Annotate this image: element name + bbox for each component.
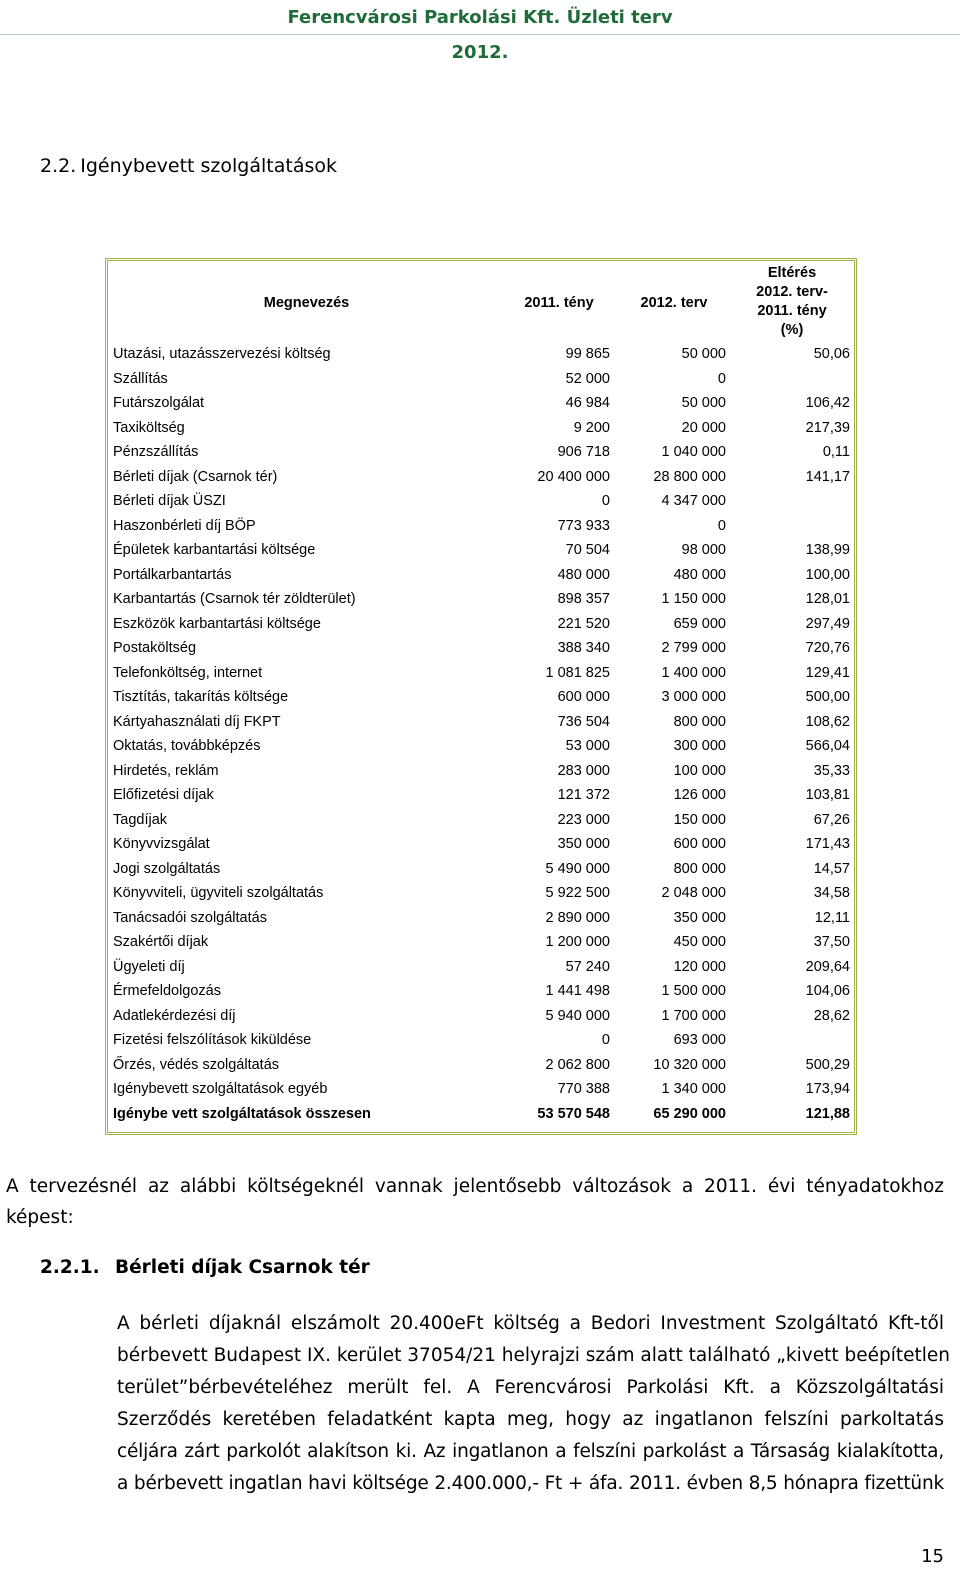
row-2011-value: 773 933	[557, 517, 610, 534]
row-difference	[732, 367, 852, 392]
row-difference	[732, 1028, 852, 1053]
row-2012-value: 1 150 000	[661, 591, 726, 607]
row-2011-value: 1 081 825	[545, 664, 610, 681]
row-2012-value: 3 000 000	[661, 689, 726, 705]
row-difference: 37,50	[813, 934, 850, 950]
section-title: Igénybevett szolgáltatások	[80, 155, 337, 177]
table-row	[111, 955, 852, 980]
table-row	[111, 734, 852, 759]
table-row	[111, 783, 852, 808]
table-row	[111, 612, 852, 637]
row-difference: 14,57	[813, 860, 850, 877]
row-2011-value: 1 441 498	[545, 983, 610, 999]
row-name: Bérleti díjak (Csarnok tér)	[113, 468, 278, 485]
table-row	[111, 391, 852, 416]
row-difference	[732, 514, 852, 539]
row-2011-value: 906 718	[557, 444, 610, 460]
table-row	[111, 1053, 852, 1078]
row-difference: 141,17	[805, 468, 850, 485]
row-2011-value: 770 388	[557, 1081, 610, 1097]
row-2012-value: 1 700 000	[661, 1007, 726, 1024]
row-name: Hirdetés, reklám	[113, 762, 219, 779]
row-name: Szállítás	[113, 370, 168, 387]
row-difference: 121,88	[805, 1105, 850, 1122]
row-name: Épületek karbantartási költsége	[113, 542, 316, 558]
row-name: Futárszolgálat	[113, 395, 205, 411]
row-name: Bérleti díjak ÜSZI	[113, 493, 226, 509]
subsection-number: 2.2.1.	[40, 1257, 100, 1278]
row-2012-value: 2 799 000	[661, 640, 726, 656]
row-2012-value: 1 500 000	[661, 983, 726, 999]
row-2011-value: 5 940 000	[545, 1007, 610, 1024]
table-row	[111, 930, 852, 955]
table-row	[111, 1004, 852, 1029]
header-2011: 2011. tény	[524, 294, 594, 311]
row-difference: 138,99	[805, 542, 850, 558]
row-2011-value: 2 890 000	[545, 909, 610, 926]
row-2011-value: 9 200	[573, 419, 610, 436]
row-2012-value: 693 000	[673, 1032, 726, 1048]
row-difference: 35,33	[813, 762, 850, 779]
row-2011-value: 1 200 000	[545, 934, 610, 950]
table-row	[111, 514, 852, 539]
row-name: Haszonbérleti díj BÖP	[113, 517, 256, 534]
table-row	[111, 710, 852, 735]
table-total-row	[111, 1102, 852, 1127]
row-difference	[732, 489, 852, 514]
table-row	[111, 881, 852, 906]
row-2012-value: 28 800 000	[653, 468, 726, 485]
row-2011-value: 70 504	[565, 542, 610, 558]
row-name: Tanácsadói szolgáltatás	[113, 909, 267, 926]
row-difference: 566,04	[805, 738, 850, 754]
section-heading	[40, 155, 337, 177]
header-diff-line: 2012. terv-	[756, 284, 828, 300]
row-name: Érmefeldolgozás	[113, 983, 221, 999]
row-2011-value: 5 922 500	[545, 885, 610, 901]
row-name: Előfizetési díjak	[113, 787, 214, 803]
row-2011-value: 5 490 000	[545, 860, 610, 877]
row-name: Pénzszállítás	[113, 444, 199, 460]
row-difference: 500,29	[805, 1056, 850, 1073]
row-name: Telefonköltség, internet	[113, 664, 263, 681]
row-difference: 106,42	[805, 395, 850, 411]
row-2012-value: 480 000	[673, 566, 726, 583]
row-2012-value: 350 000	[673, 909, 726, 926]
row-2011-value: 480 000	[557, 566, 610, 583]
intro-line: A tervezésnél az alábbi költségeknél vannak jelentősebb változások a 2011. évi tényadatokhoz	[6, 1176, 944, 1197]
row-difference: 129,41	[805, 664, 850, 681]
row-name: Könyvvizsgálat	[113, 836, 210, 852]
row-name: Portálkarbantartás	[113, 566, 232, 583]
table-row	[111, 661, 852, 686]
row-2011-value: 736 504	[557, 713, 610, 730]
row-2011-value: 223 000	[557, 811, 610, 828]
table-row	[111, 759, 852, 784]
row-difference: 500,00	[805, 689, 850, 705]
table-row	[111, 857, 852, 882]
row-2012-value: 50 000	[681, 395, 726, 411]
header-diff-line: (%)	[780, 322, 804, 338]
body-line: A bérleti díjaknál elszámolt 20.400eFt költség a Bedori Investment Szolgáltató Kft-től	[117, 1313, 944, 1334]
table-row	[111, 416, 852, 441]
page-number: 15	[921, 1546, 944, 1567]
row-name: Jogi szolgáltatás	[113, 860, 221, 877]
table-body	[111, 342, 852, 1126]
row-name: Őrzés, védés szolgáltatás	[113, 1056, 280, 1073]
intro-line: képest:	[6, 1207, 74, 1228]
row-2011-value: 600 000	[557, 689, 610, 705]
row-name: Eszközök karbantartási költsége	[113, 615, 321, 632]
header-divider	[0, 34, 960, 35]
row-name: Tisztítás, takarítás költsége	[113, 689, 289, 705]
row-2012-value: 450 000	[673, 934, 726, 950]
table-row	[111, 1077, 852, 1102]
row-2012-value: 1 400 000	[661, 664, 726, 681]
row-name: Szakértői díjak	[113, 934, 209, 950]
body-line: terület”bérbevételéhez merült fel. A Ferencvárosi Parkolási Kft. a Közszolgáltatási	[117, 1377, 944, 1398]
subsection-heading	[40, 1257, 370, 1278]
body-line: a bérbevett ingatlan havi költsége 2.400.000,- Ft + áfa. 2011. évben 8,5 hónapra fizettünk	[117, 1473, 944, 1494]
row-name: Kártyahasználati díj FKPT	[113, 713, 281, 730]
row-2011-value: 46 984	[565, 395, 610, 411]
row-2011-value: 57 240	[565, 958, 610, 975]
row-2012-value: 0	[717, 370, 726, 387]
section-number: 2.2.	[40, 155, 77, 177]
body-line: bérbevett Budapest IX. kerület 37054/21 helyrajzi szám alatt található „kivett beépítetlen	[117, 1345, 950, 1366]
header-diff-line: 2011. tény	[757, 303, 827, 319]
services-table-frame	[105, 258, 857, 1135]
row-2012-value: 100 000	[673, 762, 726, 779]
row-2012-value: 50 000	[681, 346, 726, 362]
row-difference: 103,81	[805, 787, 850, 803]
row-2011-value: 898 357	[557, 591, 610, 607]
table-row	[111, 587, 852, 612]
table-row	[111, 636, 852, 661]
row-2011-value: 20 400 000	[537, 468, 610, 485]
table-row	[111, 563, 852, 588]
row-difference: 0,11	[822, 444, 850, 460]
row-name: Fizetési felszólítások kiküldése	[113, 1032, 312, 1048]
table-row	[111, 342, 852, 367]
row-name: Adatlekérdezési díj	[113, 1007, 236, 1024]
row-2011-value: 52 000	[565, 370, 610, 387]
body-line: Szerződés keretében feladatként kapta meg, hogy az ingatlanon felszíni parkoltatás	[117, 1409, 944, 1430]
row-2011-value: 121 372	[557, 787, 610, 803]
body-paragraph	[117, 1308, 950, 1500]
row-difference: 128,01	[805, 591, 850, 607]
row-2012-value: 800 000	[673, 860, 726, 877]
row-2012-value: 150 000	[673, 811, 726, 828]
row-2012-value: 98 000	[681, 542, 726, 558]
header-year: 2012.	[451, 42, 509, 63]
row-difference: 104,06	[805, 983, 850, 999]
table-header-row	[111, 264, 852, 342]
table-row	[111, 440, 852, 465]
row-name: Postaköltség	[113, 640, 197, 656]
row-name: Taxiköltség	[113, 419, 185, 436]
row-2012-value: 120 000	[673, 958, 726, 975]
row-2011-value: 0	[601, 1032, 610, 1048]
row-2012-value: 1 040 000	[661, 444, 726, 460]
intro-paragraph	[6, 1171, 944, 1233]
row-2012-value: 65 290 000	[653, 1105, 726, 1122]
header-name: Megnevezés	[263, 294, 350, 311]
row-name: Könyvviteli, ügyviteli szolgáltatás	[113, 885, 324, 901]
row-name: Igénybevett szolgáltatások egyéb	[113, 1081, 328, 1097]
row-difference: 12,11	[814, 909, 850, 926]
row-difference: 50,06	[813, 346, 850, 362]
row-2011-value: 221 520	[557, 615, 610, 632]
row-2012-value: 600 000	[673, 836, 726, 852]
row-2012-value: 300 000	[673, 738, 726, 754]
row-difference: 173,94	[805, 1081, 850, 1097]
table-row	[111, 808, 852, 833]
row-name: Tagdíjak	[113, 811, 168, 828]
row-2011-value: 99 865	[565, 346, 610, 362]
row-name: Oktatás, továbbképzés	[113, 738, 261, 754]
row-name: Ügyeleti díj	[113, 958, 185, 975]
row-2011-value: 53 000	[565, 738, 610, 754]
row-2012-value: 800 000	[673, 713, 726, 730]
table-row	[111, 832, 852, 857]
row-2011-value: 2 062 800	[545, 1056, 610, 1073]
row-difference: 34,58	[813, 885, 850, 901]
table-row	[111, 538, 852, 563]
header-title: Ferencvárosi Parkolási Kft. Üzleti terv	[287, 7, 673, 28]
row-difference: 28,62	[813, 1007, 850, 1024]
row-difference: 100,00	[805, 566, 850, 583]
row-difference: 108,62	[805, 713, 850, 730]
row-difference: 171,43	[805, 836, 850, 852]
body-line: céljára zárt parkolót alakítson ki. Az ingatlanon a felszíni parkolást a Társaság kialakította,	[117, 1441, 944, 1462]
row-difference: 209,64	[805, 958, 850, 975]
row-2012-value: 10 320 000	[653, 1056, 726, 1073]
services-table	[111, 264, 852, 1126]
header-diff-line: Eltérés	[767, 265, 817, 281]
table-row	[111, 489, 852, 514]
header-difference	[732, 264, 852, 342]
table-row	[111, 1028, 852, 1053]
row-name: Igénybe vett szolgáltatások összesen	[113, 1105, 371, 1122]
row-2012-value: 659 000	[673, 615, 726, 632]
row-2012-value: 126 000	[673, 787, 726, 803]
table-row	[111, 979, 852, 1004]
table-row	[111, 465, 852, 490]
row-2011-value: 0	[601, 493, 610, 509]
row-2011-value: 53 570 548	[537, 1105, 610, 1122]
row-name: Karbantartás (Csarnok tér zöldterület)	[113, 591, 356, 607]
row-2012-value: 20 000	[681, 419, 726, 436]
row-difference: 217,39	[805, 419, 850, 436]
row-2011-value: 388 340	[557, 640, 610, 656]
row-difference: 67,26	[813, 811, 850, 828]
row-2012-value: 1 340 000	[661, 1081, 726, 1097]
row-2012-value: 2 048 000	[661, 885, 726, 901]
table-row	[111, 367, 852, 392]
subsection-title: Bérleti díjak Csarnok tér	[115, 1257, 370, 1278]
row-difference: 720,76	[805, 640, 850, 656]
row-name: Utazási, utazásszervezési költség	[113, 346, 331, 362]
row-2012-value: 4 347 000	[661, 493, 726, 509]
row-2012-value: 0	[717, 517, 726, 534]
table-row	[111, 906, 852, 931]
row-2011-value: 283 000	[557, 762, 610, 779]
row-2011-value: 350 000	[557, 836, 610, 852]
header-2012: 2012. terv	[640, 294, 708, 311]
row-difference: 297,49	[805, 615, 850, 632]
table-row	[111, 685, 852, 710]
